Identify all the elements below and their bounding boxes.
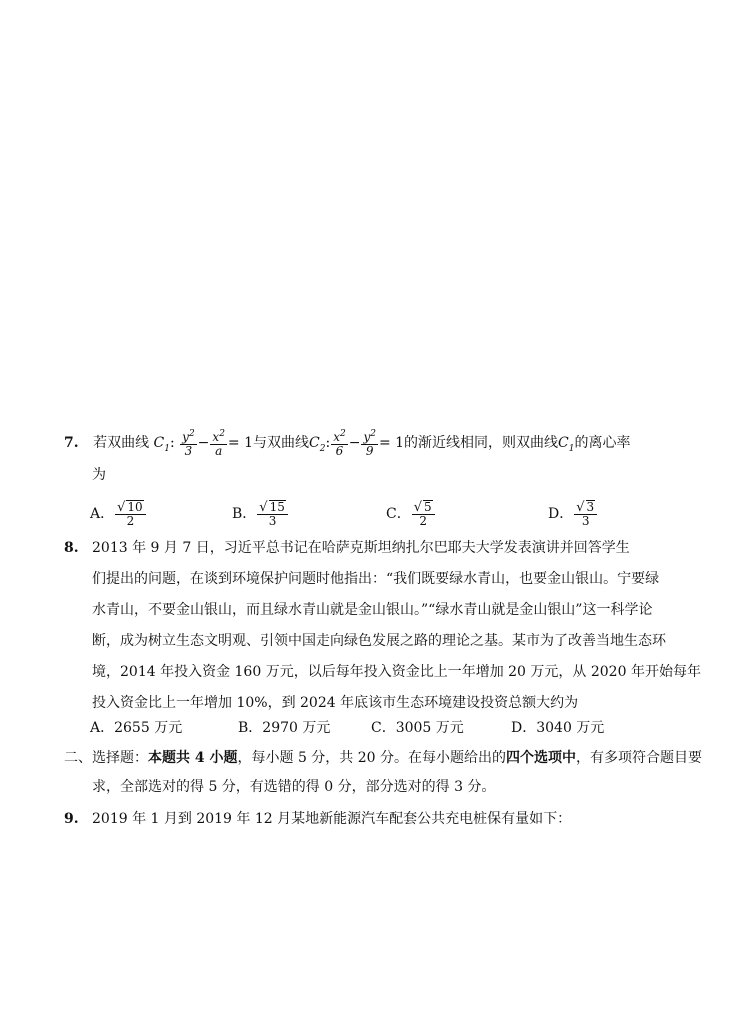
section-2-prefix: 二、选择题：	[64, 750, 148, 766]
q7-eq2: = 1	[378, 435, 405, 451]
q7-option-d: D． $\frac{√ 3}{3}$	[548, 500, 598, 528]
q7-option-a: A． $\frac{√ 10}{2}$	[90, 500, 147, 528]
q8-line-5: 境，2014 年投入资金 160 万元，以后每年投入资金比上一年增加 20 万元，从 2020 年开始每年	[92, 664, 701, 680]
q8-line-4: 断，成为树立生态文明观、引领中国走向绿色发展之路的理论之基。某市为了改善当地生态环	[92, 633, 666, 649]
q7-frac-y2-9: $\frac{y^2}{9}$	[363, 429, 376, 458]
q7-c2: $C_2$	[309, 435, 326, 454]
q7-frac-x2-a: $\frac{x^2}{a}$	[212, 429, 225, 458]
q9-text: 2019 年 1 月到 2019 年 12 月某地新能源汽车配套公共充电桩保有量如下：	[92, 811, 572, 827]
q8-line-3: 水青山，不要金山银山，而且绿水青山就是金山银山。”“绿水青山就是金山银山”这一科学论	[92, 602, 653, 618]
section-2-line-2: 求，全部选对的得 5 分，有选错的得 0 分，部分选对的得 3 分。	[92, 779, 496, 795]
q7-minus2: −	[348, 435, 361, 451]
q9-number: 9.	[64, 811, 79, 827]
q7-c1b: $C_1$	[558, 435, 575, 454]
q8-line-2: 们提出的问题，在谈到环境保护问题时他指出：“我们既要绿水青山，也要金山银山。宁要绿	[92, 571, 660, 587]
q7-eq1: = 1	[227, 435, 254, 451]
q7-option-b: B． $\frac{√ 15}{3}$	[232, 500, 289, 528]
q7-mid: 与双曲线	[253, 435, 310, 451]
section-2-part-2: ，有多项符合题目要	[576, 750, 703, 766]
q8-line-6: 投入资金比上一年增加 10%，到 2024 年底该市生态环境建设投资总额大约为	[92, 695, 579, 711]
section-2-heading	[64, 748, 702, 768]
q7-colon1: :	[169, 435, 175, 451]
q8-line-1: 2013 年 9 月 7 日，习近平总书记在哈萨克斯坦纳扎尔巴耶夫大学发表演讲并回答学生	[92, 540, 630, 556]
q7-prefix: 若双曲线	[93, 435, 150, 451]
q8-option-d: D．3040 万元	[511, 720, 605, 736]
q7-line2: 为	[92, 467, 106, 483]
q8-option-a: A．2655 万元	[90, 720, 183, 736]
section-2-bold-1: 本题共 4 小题	[148, 750, 238, 766]
q7-option-c: C． $\frac{√ 5}{2}$	[386, 500, 436, 528]
q7-frac-x2-6: $\frac{x^2}{6}$	[333, 429, 346, 458]
q8-option-b: B．2970 万元	[238, 720, 331, 736]
section-2-bold-2: 四个选项中	[506, 750, 577, 766]
question-7	[64, 428, 631, 459]
q7-number: 7.	[64, 435, 79, 451]
q7-frac-y2-3: $\frac{y^2}{3}$	[182, 429, 195, 458]
q8-option-c: C．3005 万元	[371, 720, 464, 736]
q7-c1: $C_1$	[153, 435, 170, 454]
q7-suffix2: 的离心率	[574, 435, 631, 451]
q8-number: 8.	[64, 540, 79, 556]
section-2-part-1: ，每小题 5 分，共 20 分。在每小题给出的	[237, 750, 507, 766]
q7-minus1: −	[197, 435, 210, 451]
q7-suffix1: 的渐近线相同，则双曲线	[404, 435, 559, 451]
q7-colon2: :	[325, 435, 331, 451]
